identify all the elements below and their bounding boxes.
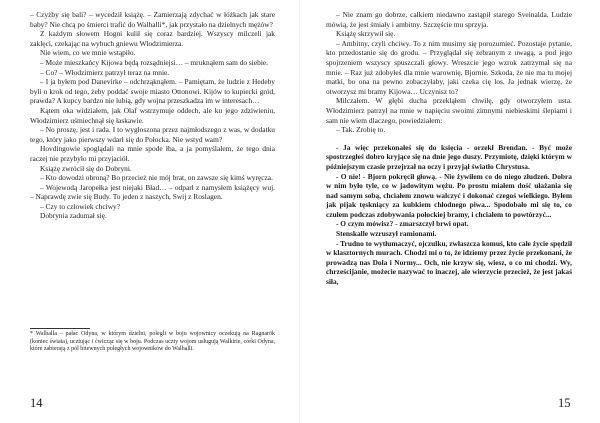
paragraph-bold: - Ja więc przekonałeś się do księcia - orzekł Brendan. - Być może spostrzegłeś dobro kryjące się na dnie jego duszy. Przymiotę, dzięki którym w późniejszym czasie przejrzał na oczy i przyjął światło Chrystusa. xyxy=(326,142,572,171)
paragraph: Z każdym słowem Hogni kulił się coraz bardziej. Wszyscy milczeli jak zaklęci, czekając na wybuch gniewu Włodzimierza. xyxy=(30,29,275,48)
right-page xyxy=(300,0,600,423)
paragraph: Książę zwrócił się do Dobryni. xyxy=(40,163,132,173)
paragraph-bold: - Trudno to wytłumaczyć, ojczulku, zwłaszcza komuś, kto całe życie spędził w klasztornych murach. Chodzi mi o to, że idziemy przez życie przekonani, że prowadzą nas Dola i Normy... Och, nie krzyw się, wiesz, o co mi chodzi. Wy, chrześcijanie, możecie nazywać to inaczej, ale wierzycie przecież, że jest jakaś siła, xyxy=(326,238,572,287)
paragraph: – Wojewodą Jaropełka jest niejaki Bład… – odparł z namysłem książęcy wuj. – Naprawdę zwie się Budy. To jeden z naszych, Swij z Roslagen. xyxy=(30,182,275,202)
paragraph: – Czyżby się bali? – wycedził książę. – Zamierzają zdychać w łóżkach jak stare baby? Nie chcą po śmierci trafić do Walhalli*, jak przystało na dzielnych mężów? xyxy=(30,10,275,29)
page-number-right: 15 xyxy=(558,396,571,410)
paragraph: Książę skrzywił się. xyxy=(336,29,396,39)
paragraph: – Tak. Zrobię to. xyxy=(336,125,386,135)
footnote-divider xyxy=(30,328,90,329)
left-page-text xyxy=(30,10,275,221)
paragraph: – Nie znam go dobrze, całkiem niedawno zastąpił starego Sveinalda. Ludzie mówią, że jest śmiały i ambitny. Szczęście mu sprzyja. xyxy=(326,10,572,29)
paragraph: – Czy to człowiek chciwy? xyxy=(40,201,121,211)
right-page-text xyxy=(326,10,572,287)
paragraph: Hovdingowie spoglądali na mnie spode łba, a ja pomyślałem, że tego dnia raczej nie przybyło mi przyjaciół. xyxy=(30,144,275,163)
footnote: * Walhalla – pałac Odyna, w którym dzielni, polegli w boju wojownicy oczekują na Ragnarök (koniec świata), ucztując i ćwicząc się w boju. Podczas uczty wojom usługują Walkirie, córki Odyna, które zabierają z pól bitewnych poległych wojowników do Walhalli. xyxy=(30,331,275,353)
paragraph: – No proszę, jest i rada. I to wygłoszona przez najmłodszego z was, w dodatku tego, który jako pierwszy wdarł się do Połocka. Nie wstyd wam? xyxy=(30,125,275,144)
paragraph: – Ambitny, czyli chciwy. To z nim musimy się porozumieć. Pozostaje pytanie, kto przedostanie się do grodu. – Przyglądał się zebranym z uwagą, a pod jego spojrzeniem wszyscy spuszczali głowy. Wreszcie jego wzrok zatrzymał się na mnie. – Raz już zdobyłeś dla mnie warownię, Bjornie. Szkoda, że nie ma tu mojej matki, bo ona na pewno zobaczyłaby, jaki czeka cię los. Ja jednak wierzę, że otworzysz mi bramy Kijowa… Uczynisz to? xyxy=(326,38,572,96)
paragraph: Nie wiem, co we mnie wstąpiło. xyxy=(40,48,136,58)
page-number-left: 14 xyxy=(30,396,43,410)
paragraph: – Kto dowodzi obroną? Bo przecież nie mój brat, on zawsze się kimś wyręcza. xyxy=(40,173,273,183)
paragraph-bold: - O nie! - Bjorn pokręcił głową. - Nie żywiłem co do niego złudzeń. Dobra w nim było tyle, co w jadowitym wężu. Po prostu miałem dość ułażania się nad samym sobą, chciałem znowu walczyć i dokonać czegoś wielkiego. Byłem jak pijak tęskniący za kubkiem chłodnego piwa... Spodobało mi się to, co czułem podczas zdobywania połockiej bramy, i chciałem to powtórzyć... xyxy=(326,171,572,219)
paragraph: – Co? – Włodzimierz patrzył teraz na mnie. xyxy=(40,67,170,77)
paragraph: Dobrynia zadumał się. xyxy=(40,211,107,221)
paragraph: – I ja byłem pod Danevirke – odchrząknąłem. – Pamiętam, że ludzie z Hedeby byli o krok od tego, żeby poddać swoje miasto Ottonowi. Kijów to kupiecki gród, prawda? A kupcy bardzo nie lubią, gdy wojna przeszkadza im w interesach… xyxy=(30,77,275,106)
paragraph: – Może mieszkańcy Kijowa będą rozsądniejsi… – mruknąłem sam do siebie. xyxy=(40,57,269,67)
paragraph-bold: - O czym mówisz? - zmarszczył brwi opat. xyxy=(336,219,469,229)
paragraph: Milczałem. W głębi ducha przekląłem chwilę, gdy otworzyłem usta. Włodzimierz patrzył na mnie w napięciu swoimi zimnymi niebieskimi ślepiami i sam nie wiem dlaczego, powiedziałem: xyxy=(326,96,572,125)
paragraph: Kątem oka widziałem, jak Olaf wstrzymuje oddech, ale ku jego zdziwieniu, Włodzimierz uśmiechnął się łaskawie. xyxy=(30,105,275,125)
paragraph-bold: Stenskalle wzruszył ramionami. xyxy=(336,229,437,239)
